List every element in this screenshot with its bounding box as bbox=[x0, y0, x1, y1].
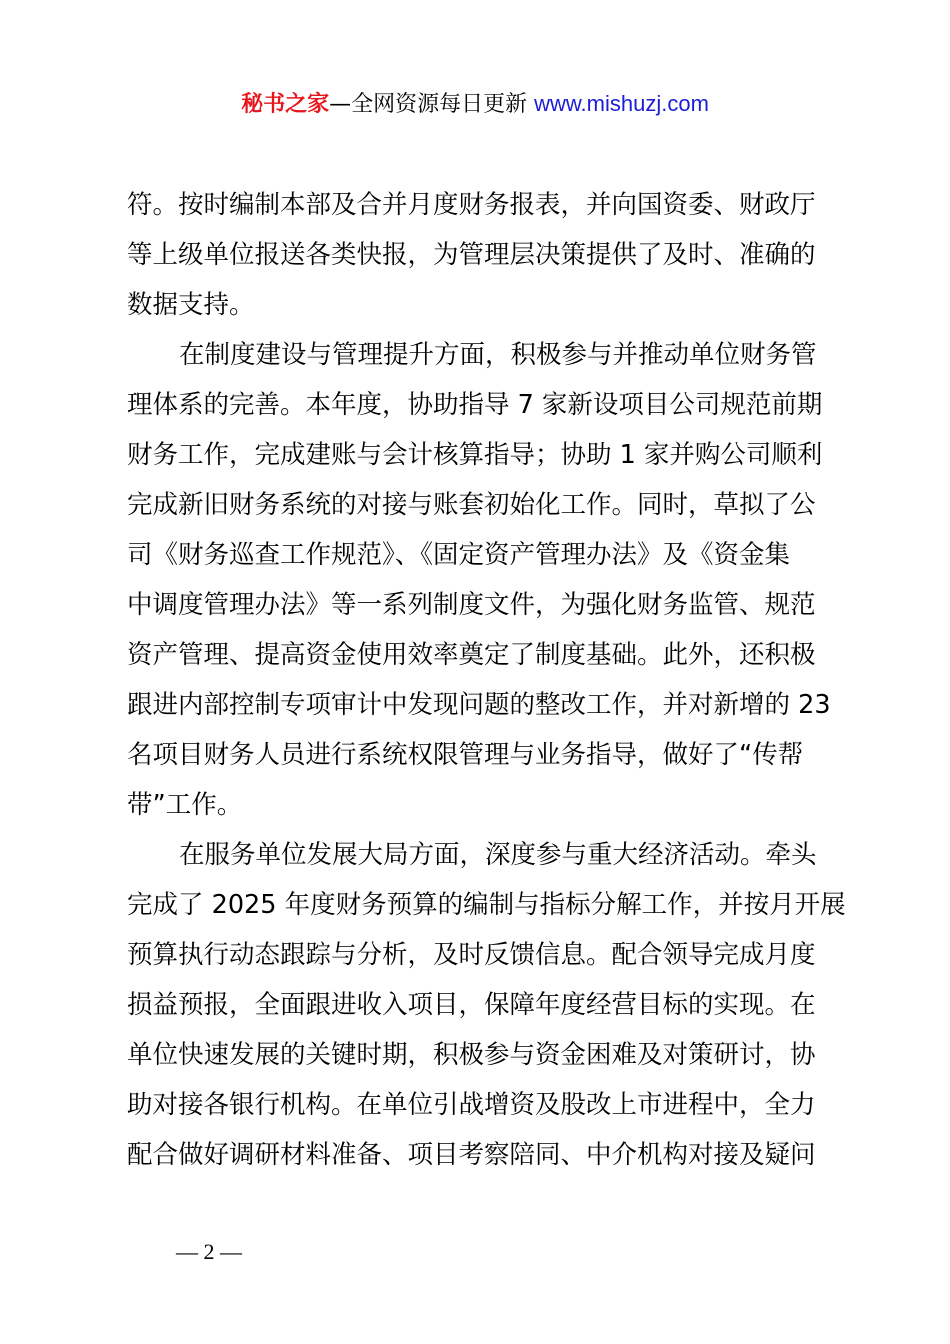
text-line: 符。按时编制本部及合并月度财务报表，并向国资委、财政厅 bbox=[127, 190, 816, 220]
text-line: 单位快速发展的关键时期，积极参与资金困难及对策研讨，协 bbox=[127, 1040, 816, 1070]
text-line: 完成了 2025 年度财务预算的编制与指标分解工作，并按月开展 bbox=[127, 890, 846, 920]
text-line: 带”工作。 bbox=[127, 790, 243, 820]
site-brand: 秘书之家 bbox=[241, 92, 330, 117]
text-line: 财务工作，完成建账与会计核算指导；协助 1 家并购公司顺利 bbox=[127, 440, 823, 470]
document-body bbox=[127, 180, 846, 1180]
site-slogan: —全网资源每日更新 bbox=[329, 92, 535, 117]
paragraph-start-line: 在服务单位发展大局方面，深度参与重大经济活动。牵头 bbox=[179, 840, 817, 870]
text-line: 预算执行动态跟踪与分析，及时反馈信息。配合领导完成月度 bbox=[127, 940, 816, 970]
site-url[interactable]: www.mishuzj.com bbox=[534, 91, 709, 116]
text-line: 等上级单位报送各类快报，为管理层决策提供了及时、准确的 bbox=[127, 240, 816, 270]
text-line: 中调度管理办法》等一系列制度文件，为强化财务监管、规范 bbox=[127, 590, 816, 620]
paragraph-start-line: 在制度建设与管理提升方面，积极参与并推动单位财务管 bbox=[179, 340, 817, 370]
text-line: 理体系的完善。本年度，协助指导 7 家新设项目公司规范前期 bbox=[127, 390, 823, 420]
text-line: 配合做好调研材料准备、项目考察陪同、中介机构对接及疑问 bbox=[127, 1140, 816, 1170]
site-header bbox=[0, 86, 950, 123]
text-line: 损益预报，全面跟进收入项目，保障年度经营目标的实现。在 bbox=[127, 990, 816, 1020]
text-line: 数据支持。 bbox=[127, 290, 255, 320]
text-line: 司《财务巡查工作规范》、《固定资产管理办法》及《资金集 bbox=[127, 540, 791, 570]
text-line: 完成新旧财务系统的对接与账套初始化工作。同时，草拟了公 bbox=[127, 490, 816, 520]
page-number: — 2 — bbox=[176, 1239, 242, 1264]
text-line: 跟进内部控制专项审计中发现问题的整改工作，并对新增的 23 bbox=[127, 690, 831, 720]
text-line: 助对接各银行机构。在单位引战增资及股改上市进程中，全力 bbox=[127, 1090, 816, 1120]
text-line: 资产管理、提高资金使用效率奠定了制度基础。此外，还积极 bbox=[127, 640, 816, 670]
text-line: 名项目财务人员进行系统权限管理与业务指导，做好了“传帮 bbox=[127, 740, 804, 770]
